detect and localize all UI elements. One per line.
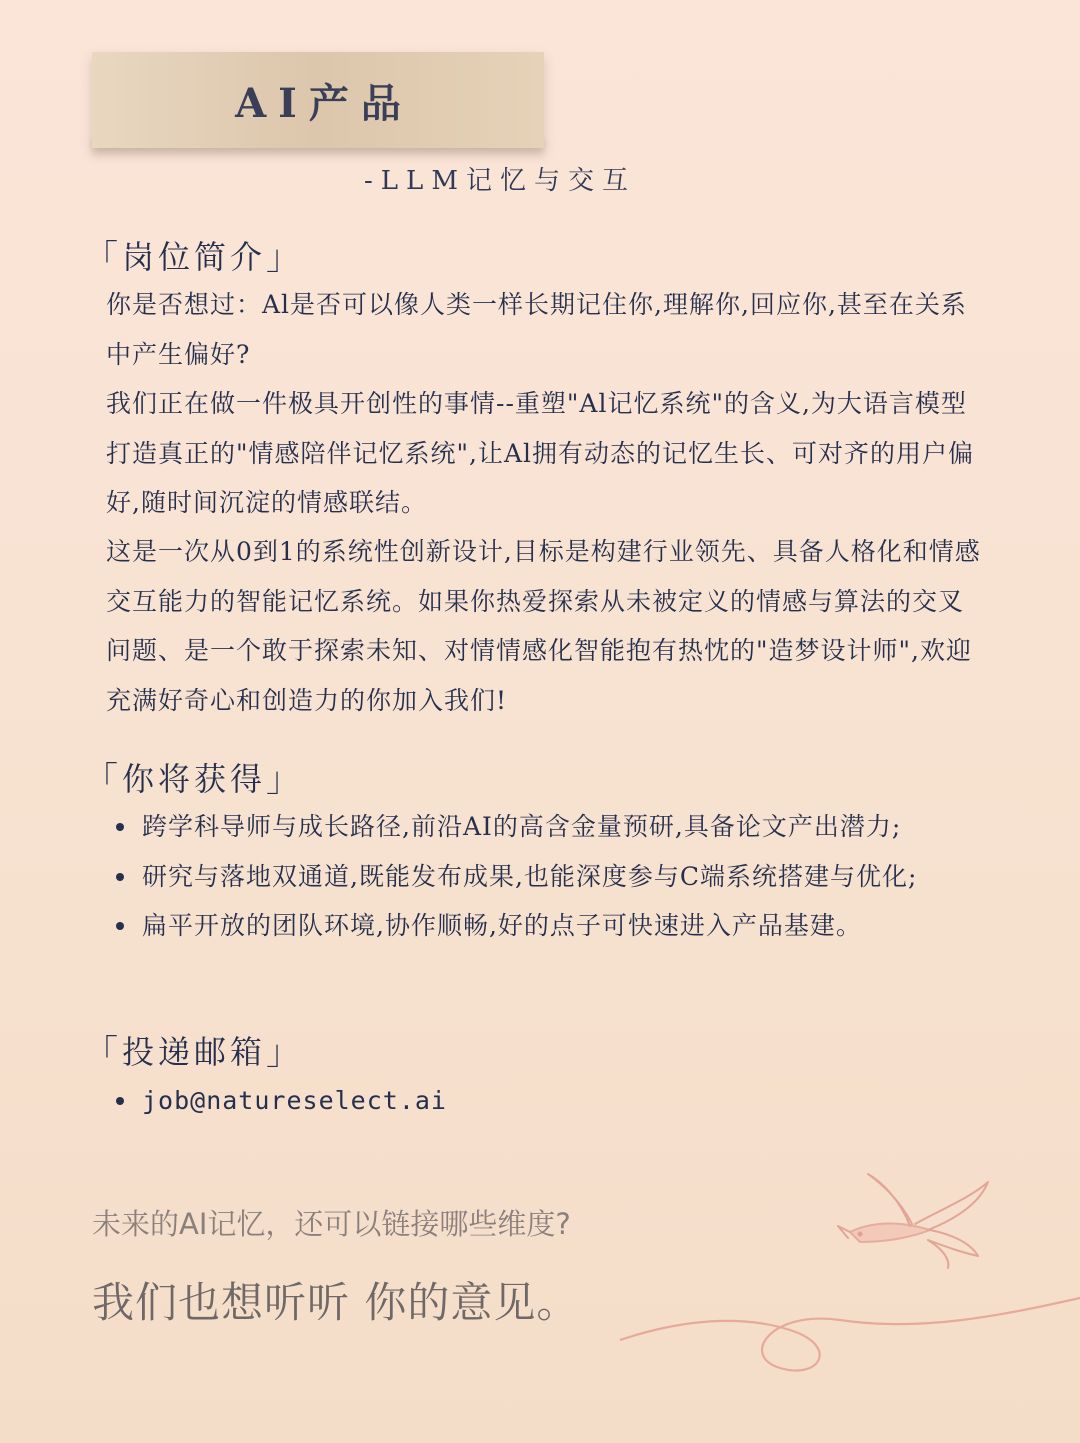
section-heading-text: 岗位简介 [122, 237, 267, 276]
intro-paragraph-1: 你是否想过：Al是否可以像人类一样长期记住你,理解你,回应你,甚至在关系中产生偏好? [106, 290, 967, 369]
list-item [114, 1076, 1014, 1126]
page-subtitle: -LLM记忆与交互 [364, 166, 636, 196]
benefits-list [114, 802, 1014, 951]
footer-invite: 我们也想听听 你的意见。 [92, 1278, 580, 1327]
open-bracket: 「 [84, 238, 122, 278]
decorative-swirl-line [620, 1290, 1080, 1410]
close-bracket: 」 [266, 760, 305, 800]
list-item [114, 802, 1014, 852]
intro-paragraph-2: 我们正在做一件极具开创性的事情--重塑"Al记忆系统"的含义,为大语言模型打造真正的"情感陪伴记忆系统",让Al拥有动态的记忆生长、可对齐的用户偏好,随时间沉淀的情感联结。 [106, 389, 974, 517]
bullet-icon [116, 1097, 124, 1105]
section-heading-intro [84, 230, 304, 279]
intro-paragraph-3: 这是一次从0到1的系统性创新设计,目标是构建行业领先、具备人格化和情感交互能力的智能记忆系统。如果你热爱探索从未被定义的情感与算法的交叉问题、是一个敢于探索未知、对情情感化智能抱有热忱的"造梦设计师",欢迎充满好奇心和创造力的你加入我们! [106, 537, 981, 715]
list-item-text: 跨学科导师与成长路径,前沿AI的高含金量预研,具备论文产出潜力; [142, 812, 902, 841]
footer-question: 未来的AI记忆，还可以链接哪些维度? [92, 1207, 571, 1241]
list-item [114, 901, 1014, 951]
open-bracket: 「 [84, 1033, 122, 1073]
bullet-icon [116, 922, 124, 930]
section-heading-email [84, 1025, 304, 1074]
close-bracket: 」 [266, 1033, 305, 1073]
list-item-text: 研究与落地双通道,既能发布成果,也能深度参与C端系统搭建与优化; [142, 861, 918, 891]
email-address[interactable]: job@natureselect.ai [142, 1086, 447, 1115]
open-bracket: 「 [84, 760, 122, 800]
section-heading-text: 你将获得 [122, 759, 267, 798]
title-banner [92, 52, 544, 148]
swallow-bird-illustration [820, 1160, 1020, 1270]
bullet-icon [116, 873, 124, 881]
bullet-icon [116, 823, 124, 831]
section-heading-text: 投递邮箱 [122, 1032, 267, 1071]
email-list [114, 1076, 1014, 1126]
close-bracket: 」 [266, 238, 305, 278]
list-item-text: 扁平开放的团队环境,协作顺畅,好的点子可快速进入产品基建。 [142, 911, 862, 940]
section-heading-benefits [84, 752, 304, 801]
page-title: AI产品 [235, 79, 413, 127]
list-item [114, 852, 1014, 902]
